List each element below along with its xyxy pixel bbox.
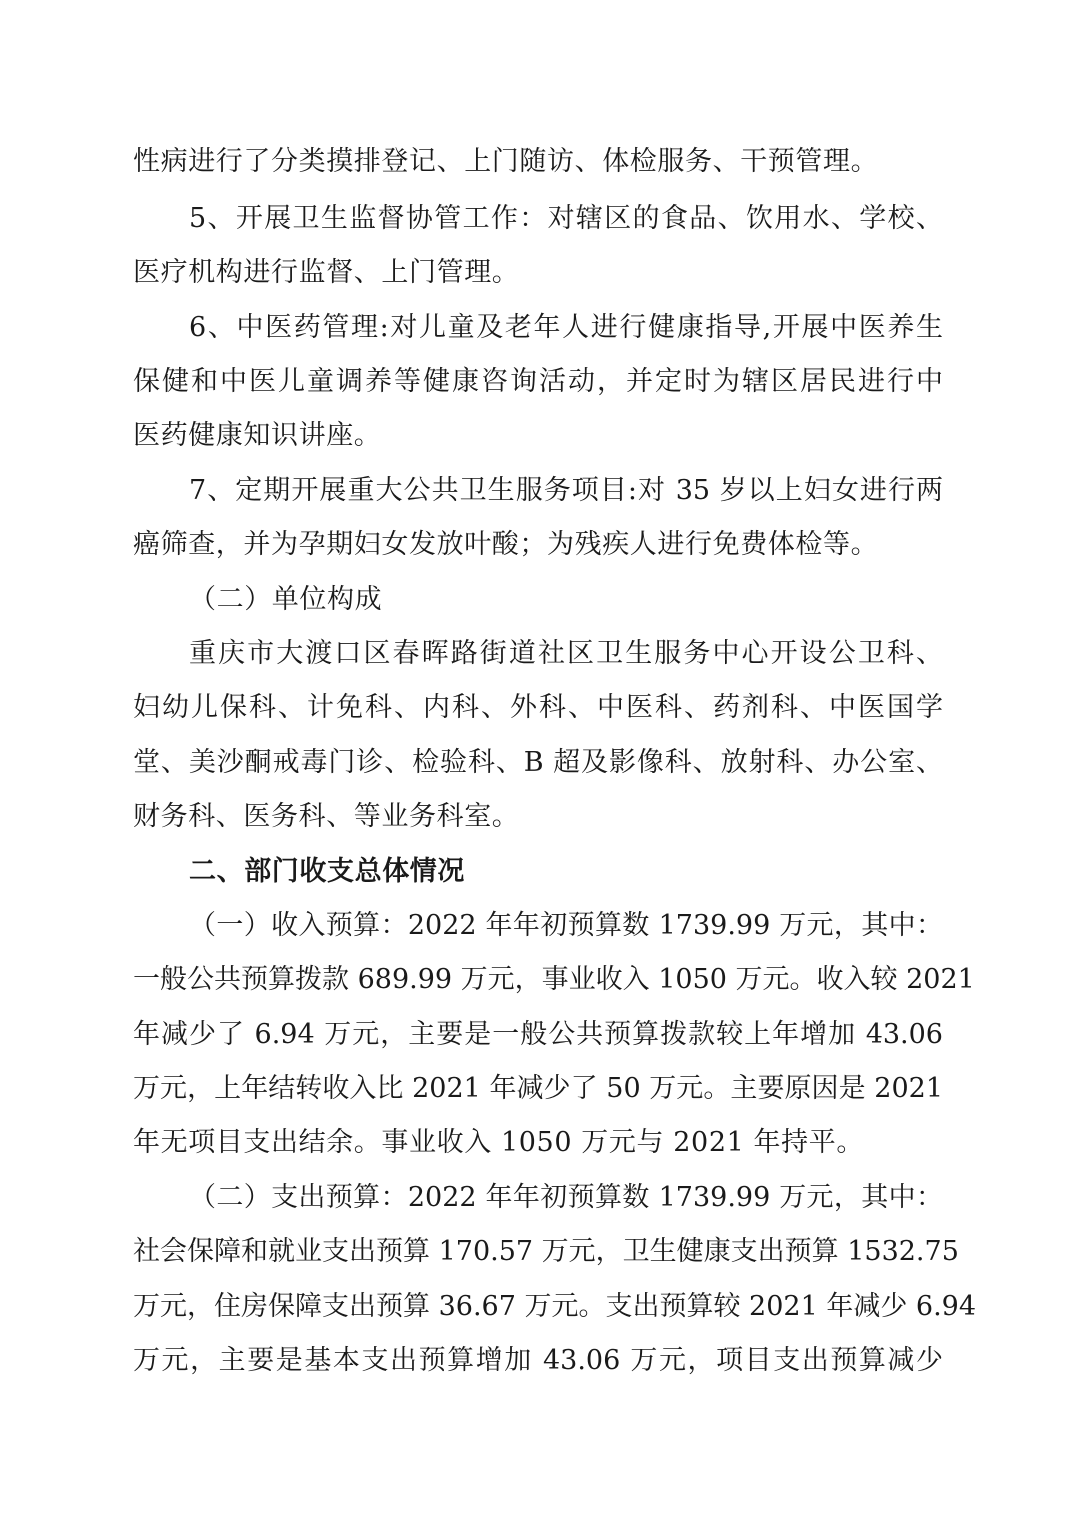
paragraph-line: （一）收入预算：2022 年年初预算数 1739.99 万元，其中： <box>189 910 943 941</box>
paragraph-line: 万元，住房保障支出预算 36.67 万元。支出预算较 2021 年减少 6.94 <box>133 1291 977 1322</box>
paragraph-line: 财务科、医务科、等业务科室。 <box>133 801 520 832</box>
paragraph-line: 万元，上年结转收入比 2021 年减少了 50 万元。主要原因是 2021 <box>133 1073 943 1104</box>
paragraph-line: 堂、美沙酮戒毒门诊、检验科、B 超及影像科、放射科、办公室、 <box>133 747 943 778</box>
paragraph-line: （二）支出预算：2022 年年初预算数 1739.99 万元，其中： <box>189 1182 943 1213</box>
paragraph-line: 万元，主要是基本支出预算增加 43.06 万元，项目支出预算减少 <box>133 1345 943 1376</box>
paragraph-line: 保健和中医儿童调养等健康咨询活动，并定时为辖区居民进行中 <box>133 366 943 397</box>
paragraph-line: 年无项目支出结余。事业收入 1050 万元与 2021 年持平。 <box>133 1127 864 1158</box>
paragraph-line: 年减少了 6.94 万元，主要是一般公共预算拨款较上年增加 43.06 <box>133 1019 943 1050</box>
paragraph-line: 5、开展卫生监督协管工作：对辖区的食品、饮用水、学校、 <box>189 203 943 234</box>
paragraph-line: 癌筛查，并为孕期妇女发放叶酸；为残疾人进行免费体检等。 <box>133 529 879 560</box>
section-heading: 二、部门收支总体情况 <box>189 856 465 887</box>
section-subheading: （二）单位构成 <box>189 584 383 615</box>
paragraph-line: 社会保障和就业支出预算 170.57 万元，卫生健康支出预算 1532.75 <box>133 1236 959 1267</box>
paragraph-line: 7、定期开展重大公共卫生服务项目:对 35 岁以上妇女进行两 <box>189 475 943 506</box>
paragraph-line: 6、中医药管理:对儿童及老年人进行健康指导,开展中医养生 <box>189 312 943 343</box>
paragraph-line: 妇幼儿保科、计免科、内科、外科、中医科、药剂科、中医国学 <box>133 692 943 723</box>
paragraph-line: 性病进行了分类摸排登记、上门随访、体检服务、干预管理。 <box>133 146 879 177</box>
paragraph-line: 重庆市大渡口区春晖路街道社区卫生服务中心开设公卫科、 <box>189 638 943 669</box>
paragraph-line: 医药健康知识讲座。 <box>133 420 382 451</box>
paragraph-line: 一般公共预算拨款 689.99 万元，事业收入 1050 万元。收入较 2021 <box>133 964 975 995</box>
paragraph-line: 医疗机构进行监督、上门管理。 <box>133 257 520 288</box>
